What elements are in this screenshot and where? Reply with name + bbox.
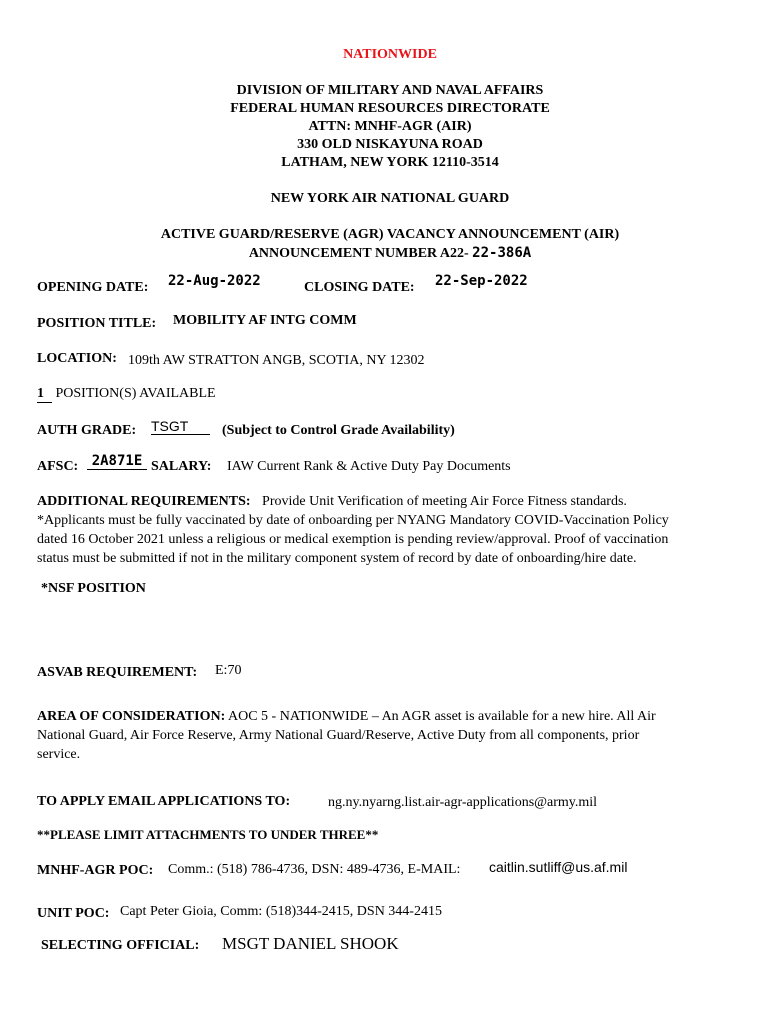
nationwide-heading: NATIONWIDE — [343, 47, 437, 62]
salary-label: SALARY: — [151, 459, 212, 474]
positions-available — [37, 386, 216, 403]
address-line-5: LATHAM, NEW YORK 12110-3514 — [281, 155, 499, 170]
afsc-label: AFSC: — [37, 459, 79, 474]
org-name: NEW YORK AIR NATIONAL GUARD — [270, 191, 510, 206]
selecting-official-label: SELECTING OFFICIAL: — [41, 938, 200, 953]
attachments-limit-note: **PLEASE LIMIT ATTACHMENTS TO UNDER THREE** — [37, 827, 379, 842]
consideration-line-2: National Guard, Air Force Reserve, Army National Guard/Reserve, Active Duty from all components, prior — [37, 728, 640, 743]
positions-count: 1 — [37, 386, 52, 403]
mnhf-poc-label: MNHF-AGR POC: — [37, 863, 154, 878]
announcement-number-label: ANNOUNCEMENT NUMBER A22- — [248, 246, 469, 261]
additional-text-1: Provide Unit Verification of meeting Air Force Fitness standards. — [262, 494, 627, 509]
position-title-label: POSITION TITLE: — [37, 316, 157, 331]
additional-line-3: dated 16 October 2021 unless a religious or medical exemption is pending review/approval. Proof of vaccination — [37, 532, 669, 547]
consideration-line-1 — [37, 709, 656, 725]
asvab-value: E:70 — [215, 663, 242, 678]
opening-date-value: 22-Aug-2022 — [168, 273, 261, 289]
consideration-line-3: service. — [37, 747, 81, 762]
additional-line-2: *Applicants must be fully vaccinated by date of onboarding per NYANG Mandatory COVID-Vaccination Policy — [37, 513, 669, 528]
announcement-title: ACTIVE GUARD/RESERVE (AGR) VACANCY ANNOUNCEMENT (AIR) — [160, 227, 620, 242]
address-line-2: FEDERAL HUMAN RESOURCES DIRECTORATE — [230, 101, 550, 116]
apply-email[interactable]: ng.ny.nyarng.list.air-agr-applications@army.mil — [328, 795, 598, 810]
unit-poc-value: Capt Peter Gioia, Comm: (518)344-2415, DSN 344-2415 — [120, 904, 442, 919]
additional-requirements-label: ADDITIONAL REQUIREMENTS: — [37, 494, 251, 509]
position-title-value: MOBILITY AF INTG COMM — [173, 313, 357, 328]
announcement-number-value: 22-386A — [472, 245, 532, 261]
opening-date-label: OPENING DATE: — [37, 280, 149, 295]
mnhf-poc-email[interactable]: caitlin.sutliff@us.af.mil — [489, 859, 628, 875]
auth-grade-label: AUTH GRADE: — [37, 423, 137, 438]
unit-poc-label: UNIT POC: — [37, 906, 110, 921]
apply-label: TO APPLY EMAIL APPLICATIONS TO: — [37, 794, 291, 809]
afsc-value: 2A871E — [87, 453, 147, 470]
mnhf-poc-value: Comm.: (518) 786-4736, DSN: 489-4736, E-MAIL: — [168, 862, 461, 877]
closing-date-value: 22-Sep-2022 — [435, 273, 528, 289]
closing-date-label: CLOSING DATE: — [304, 280, 415, 295]
announcement-number — [0, 244, 770, 263]
salary-value: IAW Current Rank & Active Duty Pay Documents — [227, 459, 511, 474]
consideration-text-1: AOC 5 - NATIONWIDE – An AGR asset is available for a new hire. All Air — [227, 709, 656, 724]
area-of-consideration-label: AREA OF CONSIDERATION: — [37, 709, 226, 724]
location-value: 109th AW STRATTON ANGB, SCOTIA, NY 12302 — [128, 353, 425, 368]
auth-grade-value: TSGT — [151, 418, 210, 435]
additional-line-4: status must be submitted if not in the military component system of record by date of onboarding/hire date. — [37, 551, 637, 566]
nsf-position: *NSF POSITION — [41, 581, 146, 596]
address-line-4: 330 OLD NISKAYUNA ROAD — [297, 137, 483, 152]
auth-grade-note: (Subject to Control Grade Availability) — [222, 423, 455, 438]
address-line-3: ATTN: MNHF-AGR (AIR) — [308, 119, 472, 134]
selecting-official-value: MSGT DANIEL SHOOK — [222, 934, 399, 953]
asvab-label: ASVAB REQUIREMENT: — [37, 665, 198, 680]
address-line-1: DIVISION OF MILITARY AND NAVAL AFFAIRS — [236, 83, 544, 98]
positions-available-label: POSITION(S) AVAILABLE — [55, 386, 216, 401]
location-label: LOCATION: — [37, 351, 117, 366]
additional-line-1 — [37, 494, 627, 510]
